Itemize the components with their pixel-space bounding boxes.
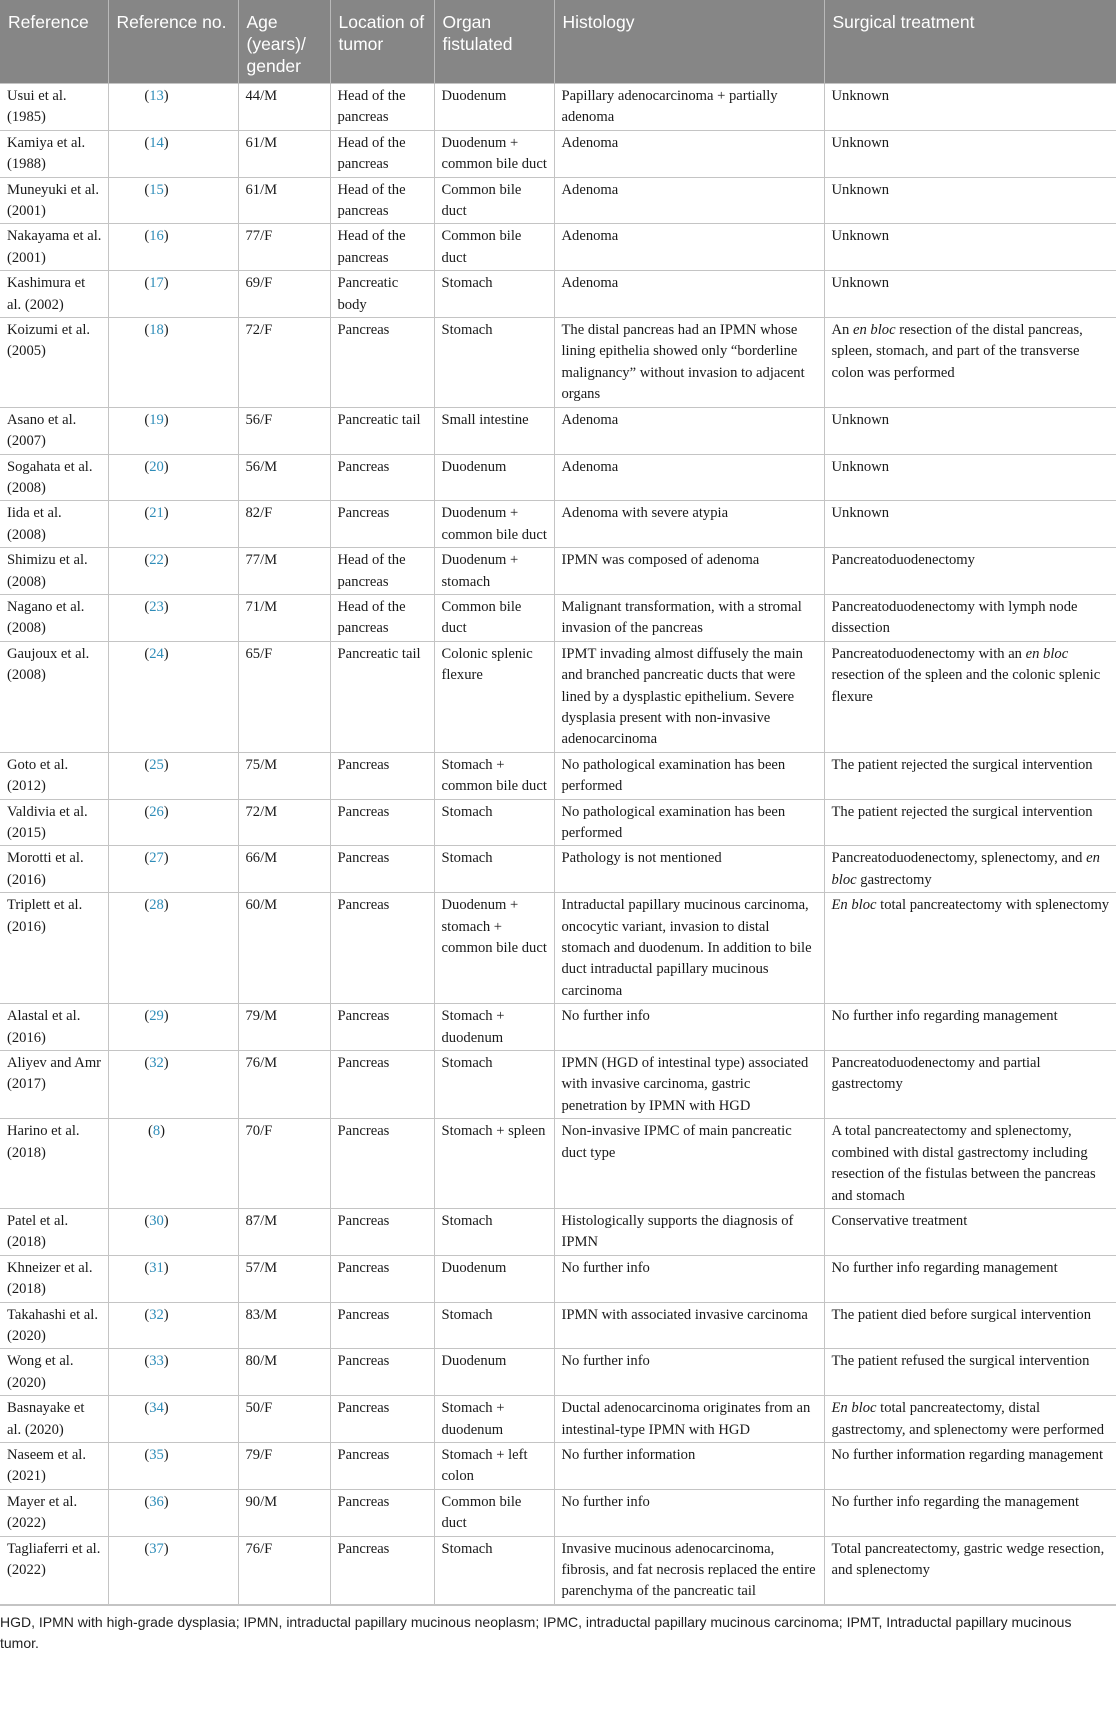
cell-age-gender: 57/M (238, 1255, 330, 1302)
cell-surgical: The patient died before surgical intervention (824, 1302, 1116, 1349)
cell-age-gender: 72/F (238, 318, 330, 408)
table-row (0, 84, 1116, 131)
cell-histology: No further info (554, 1004, 824, 1051)
cell-organ: Duodenum (434, 1349, 554, 1396)
reference-link[interactable]: 24 (149, 645, 164, 662)
cell-location: Pancreas (330, 1536, 434, 1604)
cell-reference: Nakayama et al. (2001) (0, 224, 108, 271)
reference-link[interactable]: 20 (149, 458, 164, 475)
table-row (0, 501, 1116, 548)
cell-location: Pancreas (330, 501, 434, 548)
cell-surgical (824, 641, 1116, 752)
cell-histology: Adenoma (554, 407, 824, 454)
surgical-text-italic: en bloc (1025, 645, 1069, 662)
table-row (0, 224, 1116, 271)
cell-reference: Iida et al. (2008) (0, 501, 108, 548)
cell-organ: Duodenum (434, 454, 554, 501)
cell-histology: Malignant transformation, with a stromal invasion of the pancreas (554, 594, 824, 641)
cell-age-gender: 79/F (238, 1442, 330, 1489)
cell-histology: Adenoma (554, 130, 824, 177)
cell-organ: Duodenum + common bile duct (434, 130, 554, 177)
cell-location: Pancreatic body (330, 271, 434, 318)
cell-location: Head of the pancreas (330, 84, 434, 131)
cell-organ: Stomach (434, 1051, 554, 1119)
cell-age-gender: 70/F (238, 1119, 330, 1209)
cell-organ: Duodenum + common bile duct (434, 501, 554, 548)
cell-histology: Adenoma (554, 177, 824, 224)
cell-surgical: No further info regarding management (824, 1255, 1116, 1302)
cell-location: Head of the pancreas (330, 224, 434, 271)
cell-reference-no: (18) (108, 318, 238, 408)
header-reference-no: Reference no. (108, 0, 238, 84)
cell-reference-no: (22) (108, 548, 238, 595)
cell-histology: The distal pancreas had an IPMN whose lining epithelia showed only “borderline malignancy” without invasion to adjacent organs (554, 318, 824, 408)
cell-location: Pancreatic tail (330, 407, 434, 454)
cell-reference-no: (31) (108, 1255, 238, 1302)
cell-age-gender: 77/M (238, 548, 330, 595)
cell-age-gender: 69/F (238, 271, 330, 318)
table-row (0, 454, 1116, 501)
cell-reference: Gaujoux et al. (2008) (0, 641, 108, 752)
cell-location: Pancreas (330, 1349, 434, 1396)
cell-reference: Tagliaferri et al. (2022) (0, 1536, 108, 1604)
cell-surgical (824, 1396, 1116, 1443)
cell-reference-no: (24) (108, 641, 238, 752)
cell-organ: Common bile duct (434, 177, 554, 224)
cell-reference-no: (33) (108, 1349, 238, 1396)
surgical-text-post: total pancreatectomy, distal gastrectomy, and splenectomy were performed (831, 1400, 1105, 1438)
cell-organ: Common bile duct (434, 594, 554, 641)
cell-location: Pancreas (330, 1119, 434, 1209)
cell-histology: IPMT invading almost diffusely the main and branched pancreatic ducts that were lined by a dysplastic epithelium. Severe dysplasia present with non-invasive adenocarcinoma (554, 641, 824, 752)
surgical-text-post: resection of the distal pancreas, spleen, stomach, and part of the transverse colon was performed (831, 322, 1083, 381)
cell-histology: IPMN was composed of adenoma (554, 548, 824, 595)
cell-reference: Naseem et al. (2021) (0, 1442, 108, 1489)
cell-surgical (824, 846, 1116, 893)
surgical-text-post: gastrectomy (856, 871, 932, 888)
cell-reference: Harino et al. (2018) (0, 1119, 108, 1209)
cell-histology: No further info (554, 1255, 824, 1302)
cell-surgical: No further information regarding management (824, 1442, 1116, 1489)
table-body (0, 84, 1116, 1605)
cell-reference-no: (16) (108, 224, 238, 271)
cell-organ: Stomach + spleen (434, 1119, 554, 1209)
cell-surgical: A total pancreatectomy and splenectomy, combined with distal gastrectomy including resection of the fistulas between the pancreas and stomach (824, 1119, 1116, 1209)
table-row (0, 1255, 1116, 1302)
surgical-text-italic: en bloc (831, 850, 1100, 888)
cell-age-gender: 80/M (238, 1349, 330, 1396)
cell-surgical: Unknown (824, 84, 1116, 131)
table-row (0, 594, 1116, 641)
cell-reference-no: (34) (108, 1396, 238, 1443)
cell-location: Pancreas (330, 1255, 434, 1302)
reference-link[interactable]: 26 (149, 803, 164, 820)
cell-surgical: Unknown (824, 407, 1116, 454)
header-location: Location of tumor (330, 0, 434, 84)
cell-surgical: Unknown (824, 454, 1116, 501)
cell-location: Head of the pancreas (330, 177, 434, 224)
cell-age-gender: 76/M (238, 1051, 330, 1119)
cell-histology: No further info (554, 1349, 824, 1396)
cell-age-gender: 71/M (238, 594, 330, 641)
cell-organ: Duodenum (434, 1255, 554, 1302)
cell-surgical: The patient rejected the surgical intervention (824, 752, 1116, 799)
cell-age-gender: 44/M (238, 84, 330, 131)
cell-reference-no: (32) (108, 1051, 238, 1119)
cell-reference-no: (32) (108, 1302, 238, 1349)
surgical-text-post: resection of the spleen and the colonic splenic flexure (831, 667, 1101, 705)
cell-reference: Alastal et al. (2016) (0, 1004, 108, 1051)
surgical-text-italic: En bloc (831, 1400, 877, 1417)
cell-reference: Takahashi et al. (2020) (0, 1302, 108, 1349)
table-row (0, 1442, 1116, 1489)
cell-surgical: The patient refused the surgical intervention (824, 1349, 1116, 1396)
reference-link[interactable]: 29 (149, 1008, 164, 1025)
cell-histology: Intraductal papillary mucinous carcinoma, oncocytic variant, invasion to distal stomach and duodenum. In addition to bile duct intraductal papillary mucinous carcinoma (554, 893, 824, 1004)
cell-reference: Usui et al. (1985) (0, 84, 108, 131)
reference-link[interactable]: 21 (149, 505, 164, 522)
cell-age-gender: 56/M (238, 454, 330, 501)
table-row (0, 1349, 1116, 1396)
reference-link[interactable]: 18 (149, 322, 164, 339)
reference-link[interactable]: 23 (149, 598, 164, 615)
cell-surgical: Pancreatoduodenectomy (824, 548, 1116, 595)
cell-reference-no: (21) (108, 501, 238, 548)
cell-location: Pancreas (330, 1051, 434, 1119)
table-row (0, 130, 1116, 177)
header-surgical: Surgical treatment (824, 0, 1116, 84)
cell-histology: IPMN with associated invasive carcinoma (554, 1302, 824, 1349)
cell-organ: Common bile duct (434, 1489, 554, 1536)
table-row (0, 752, 1116, 799)
table-row (0, 1489, 1116, 1536)
surgical-text-post: total pancreatectomy with splenectomy (876, 897, 1110, 914)
table-row (0, 1302, 1116, 1349)
cell-surgical: The patient rejected the surgical intervention (824, 799, 1116, 846)
cell-location: Pancreas (330, 1302, 434, 1349)
table-footnote: HGD, IPMN with high-grade dysplasia; IPMN, intraductal papillary mucinous neoplasm; IPMC, intraductal papillary mucinous carcinoma; IPMT, Intraductal papillary mucinous tumor. (0, 1605, 1116, 1654)
cell-location: Pancreas (330, 1396, 434, 1443)
surgical-text-pre: An (831, 322, 853, 339)
cell-reference: Morotti et al. (2016) (0, 846, 108, 893)
table-row (0, 1051, 1116, 1119)
cell-organ: Stomach (434, 1302, 554, 1349)
cell-age-gender: 75/M (238, 752, 330, 799)
cell-organ: Stomach (434, 318, 554, 408)
reference-link[interactable]: 30 (149, 1212, 164, 1229)
cell-reference: Triplett et al. (2016) (0, 893, 108, 1004)
cell-location: Head of the pancreas (330, 548, 434, 595)
cell-reference: Koizumi et al. (2005) (0, 318, 108, 408)
cell-surgical: Unknown (824, 177, 1116, 224)
cell-organ: Stomach + left colon (434, 1442, 554, 1489)
header-age-gender: Age (years)/ gender (238, 0, 330, 84)
reference-link[interactable]: 19 (149, 411, 164, 428)
reference-link[interactable]: 15 (149, 181, 164, 198)
table-row (0, 271, 1116, 318)
cell-age-gender: 60/M (238, 893, 330, 1004)
reference-link[interactable]: 35 (149, 1446, 164, 1463)
cell-surgical: No further info regarding the management (824, 1489, 1116, 1536)
cell-reference: Kamiya et al. (1988) (0, 130, 108, 177)
cell-organ: Stomach (434, 1536, 554, 1604)
cell-reference-no: (36) (108, 1489, 238, 1536)
cell-age-gender: 61/M (238, 177, 330, 224)
cell-reference-no: (13) (108, 84, 238, 131)
cell-histology: Ductal adenocarcinoma originates from an intestinal-type IPMN with HGD (554, 1396, 824, 1443)
cell-reference: Nagano et al. (2008) (0, 594, 108, 641)
cell-location: Pancreas (330, 454, 434, 501)
cell-organ: Colonic splenic flexure (434, 641, 554, 752)
cell-organ: Stomach + duodenum (434, 1004, 554, 1051)
cell-age-gender: 65/F (238, 641, 330, 752)
reference-link[interactable]: 27 (149, 850, 164, 867)
cell-reference: Basnayake et al. (2020) (0, 1396, 108, 1443)
cell-surgical: Unknown (824, 224, 1116, 271)
reference-link[interactable]: 28 (149, 897, 164, 914)
cell-location: Head of the pancreas (330, 594, 434, 641)
cell-age-gender: 79/M (238, 1004, 330, 1051)
cell-surgical: Total pancreatectomy, gastric wedge resection, and splenectomy (824, 1536, 1116, 1604)
cell-age-gender: 61/M (238, 130, 330, 177)
cell-surgical: Unknown (824, 501, 1116, 548)
cell-reference-no: (15) (108, 177, 238, 224)
cell-reference: Aliyev and Amr (2017) (0, 1051, 108, 1119)
reference-link[interactable]: 36 (149, 1493, 164, 1510)
cell-age-gender: 66/M (238, 846, 330, 893)
cell-reference: Khneizer et al. (2018) (0, 1255, 108, 1302)
surgical-text-italic: en bloc (853, 322, 896, 339)
cell-reference-no: (25) (108, 752, 238, 799)
cell-reference: Shimizu et al. (2008) (0, 548, 108, 595)
cell-reference-no: (23) (108, 594, 238, 641)
table-row (0, 548, 1116, 595)
cell-location: Pancreas (330, 1004, 434, 1051)
cell-reference: Wong et al. (2020) (0, 1349, 108, 1396)
cell-reference-no: (30) (108, 1208, 238, 1255)
cell-surgical: Unknown (824, 271, 1116, 318)
cell-histology: No pathological examination has been performed (554, 799, 824, 846)
cell-organ: Duodenum (434, 84, 554, 131)
cell-location: Pancreas (330, 752, 434, 799)
cell-reference-no: (37) (108, 1536, 238, 1604)
header-row (0, 0, 1116, 84)
cell-organ: Duodenum + stomach (434, 548, 554, 595)
reference-link[interactable]: 13 (149, 88, 164, 104)
cell-reference-no: (17) (108, 271, 238, 318)
cell-location: Pancreas (330, 1208, 434, 1255)
surgical-text-pre: Pancreatoduodenectomy, splenectomy, and (831, 850, 1087, 867)
reference-link[interactable]: 34 (149, 1400, 164, 1417)
cell-age-gender: 56/F (238, 407, 330, 454)
cell-histology: Pathology is not mentioned (554, 846, 824, 893)
surgical-text-pre: Pancreatoduodenectomy with an (831, 645, 1026, 662)
cell-surgical: Pancreatoduodenectomy with lymph node dissection (824, 594, 1116, 641)
cell-histology: IPMN (HGD of intestinal type) associated with invasive carcinoma, gastric penetration by IPMN with HGD (554, 1051, 824, 1119)
table-row (0, 893, 1116, 1004)
cell-surgical: No further info regarding management (824, 1004, 1116, 1051)
cell-histology: Papillary adenocarcinoma + partially adenoma (554, 84, 824, 131)
table-row (0, 1396, 1116, 1443)
cell-organ: Stomach (434, 799, 554, 846)
table-row (0, 846, 1116, 893)
cell-reference-no: (35) (108, 1442, 238, 1489)
cell-reference-no: (14) (108, 130, 238, 177)
table-row (0, 641, 1116, 752)
cell-location: Pancreas (330, 1489, 434, 1536)
cell-reference: Mayer et al. (2022) (0, 1489, 108, 1536)
cell-location: Pancreas (330, 799, 434, 846)
cell-location: Pancreas (330, 846, 434, 893)
surgical-text-italic: En bloc (831, 897, 877, 914)
reference-link[interactable]: 16 (149, 228, 164, 245)
table-row (0, 177, 1116, 224)
cell-age-gender: 72/M (238, 799, 330, 846)
cell-location: Pancreatic tail (330, 641, 434, 752)
cell-location: Pancreas (330, 893, 434, 1004)
cell-histology: No pathological examination has been performed (554, 752, 824, 799)
cell-reference: Valdivia et al. (2015) (0, 799, 108, 846)
cell-organ: Stomach (434, 846, 554, 893)
reference-link[interactable]: 37 (149, 1540, 164, 1557)
cell-reference: Muneyuki et al. (2001) (0, 177, 108, 224)
cell-location: Head of the pancreas (330, 130, 434, 177)
table-row (0, 407, 1116, 454)
header-histology: Histology (554, 0, 824, 84)
cell-reference-no: (20) (108, 454, 238, 501)
cell-age-gender: 90/M (238, 1489, 330, 1536)
cell-age-gender: 82/F (238, 501, 330, 548)
table-row (0, 318, 1116, 408)
cell-surgical (824, 318, 1116, 408)
cell-histology: Invasive mucinous adenocarcinoma, fibrosis, and fat necrosis replaced the entire parenchyma of the pancreatic tail (554, 1536, 824, 1604)
table-row (0, 1536, 1116, 1604)
reference-link[interactable]: 32 (149, 1055, 164, 1072)
cell-organ: Stomach (434, 271, 554, 318)
cell-age-gender: 50/F (238, 1396, 330, 1443)
cell-histology: Adenoma with severe atypia (554, 501, 824, 548)
table-row (0, 799, 1116, 846)
cell-reference-no: (29) (108, 1004, 238, 1051)
cell-reference-no: (28) (108, 893, 238, 1004)
reference-link[interactable]: 31 (149, 1259, 164, 1276)
cell-location: Pancreas (330, 318, 434, 408)
cell-histology: Histologically supports the diagnosis of IPMN (554, 1208, 824, 1255)
cell-location: Pancreas (330, 1442, 434, 1489)
table-header (0, 0, 1116, 84)
cell-surgical: Conservative treatment (824, 1208, 1116, 1255)
cell-histology: Adenoma (554, 224, 824, 271)
cell-surgical: Unknown (824, 130, 1116, 177)
cell-reference: Sogahata et al. (2008) (0, 454, 108, 501)
cell-histology: Adenoma (554, 454, 824, 501)
reference-link[interactable]: 25 (149, 756, 164, 773)
cell-reference: Patel et al. (2018) (0, 1208, 108, 1255)
reference-link[interactable]: 8 (152, 1123, 161, 1140)
cell-organ: Stomach (434, 1208, 554, 1255)
cell-age-gender: 83/M (238, 1302, 330, 1349)
reference-link[interactable]: 17 (149, 275, 164, 292)
cell-organ: Duodenum + stomach + common bile duct (434, 893, 554, 1004)
cell-surgical: Pancreatoduodenectomy and partial gastrectomy (824, 1051, 1116, 1119)
header-reference: Reference (0, 0, 108, 84)
cell-age-gender: 76/F (238, 1536, 330, 1604)
cell-reference: Goto et al. (2012) (0, 752, 108, 799)
cell-reference-no: (8) (108, 1119, 238, 1209)
table-row (0, 1208, 1116, 1255)
cell-histology: Non-invasive IPMC of main pancreatic duct type (554, 1119, 824, 1209)
cell-organ: Common bile duct (434, 224, 554, 271)
cell-histology: No further info (554, 1489, 824, 1536)
cell-organ: Stomach + duodenum (434, 1396, 554, 1443)
cell-reference: Asano et al. (2007) (0, 407, 108, 454)
reference-link[interactable]: 22 (149, 552, 164, 569)
cell-organ: Small intestine (434, 407, 554, 454)
table-row (0, 1004, 1116, 1051)
reference-link[interactable]: 32 (149, 1306, 164, 1323)
cell-histology: No further information (554, 1442, 824, 1489)
header-organ: Organ fistulated (434, 0, 554, 84)
cell-organ: Stomach + common bile duct (434, 752, 554, 799)
reference-link[interactable]: 14 (149, 134, 164, 151)
cell-reference-no: (19) (108, 407, 238, 454)
cell-age-gender: 87/M (238, 1208, 330, 1255)
reference-link[interactable]: 33 (149, 1353, 164, 1370)
cell-age-gender: 77/F (238, 224, 330, 271)
cell-reference-no: (27) (108, 846, 238, 893)
cell-reference: Kashimura et al. (2002) (0, 271, 108, 318)
cell-reference-no: (26) (108, 799, 238, 846)
table-row (0, 1119, 1116, 1209)
cell-surgical (824, 893, 1116, 1004)
cell-histology: Adenoma (554, 271, 824, 318)
